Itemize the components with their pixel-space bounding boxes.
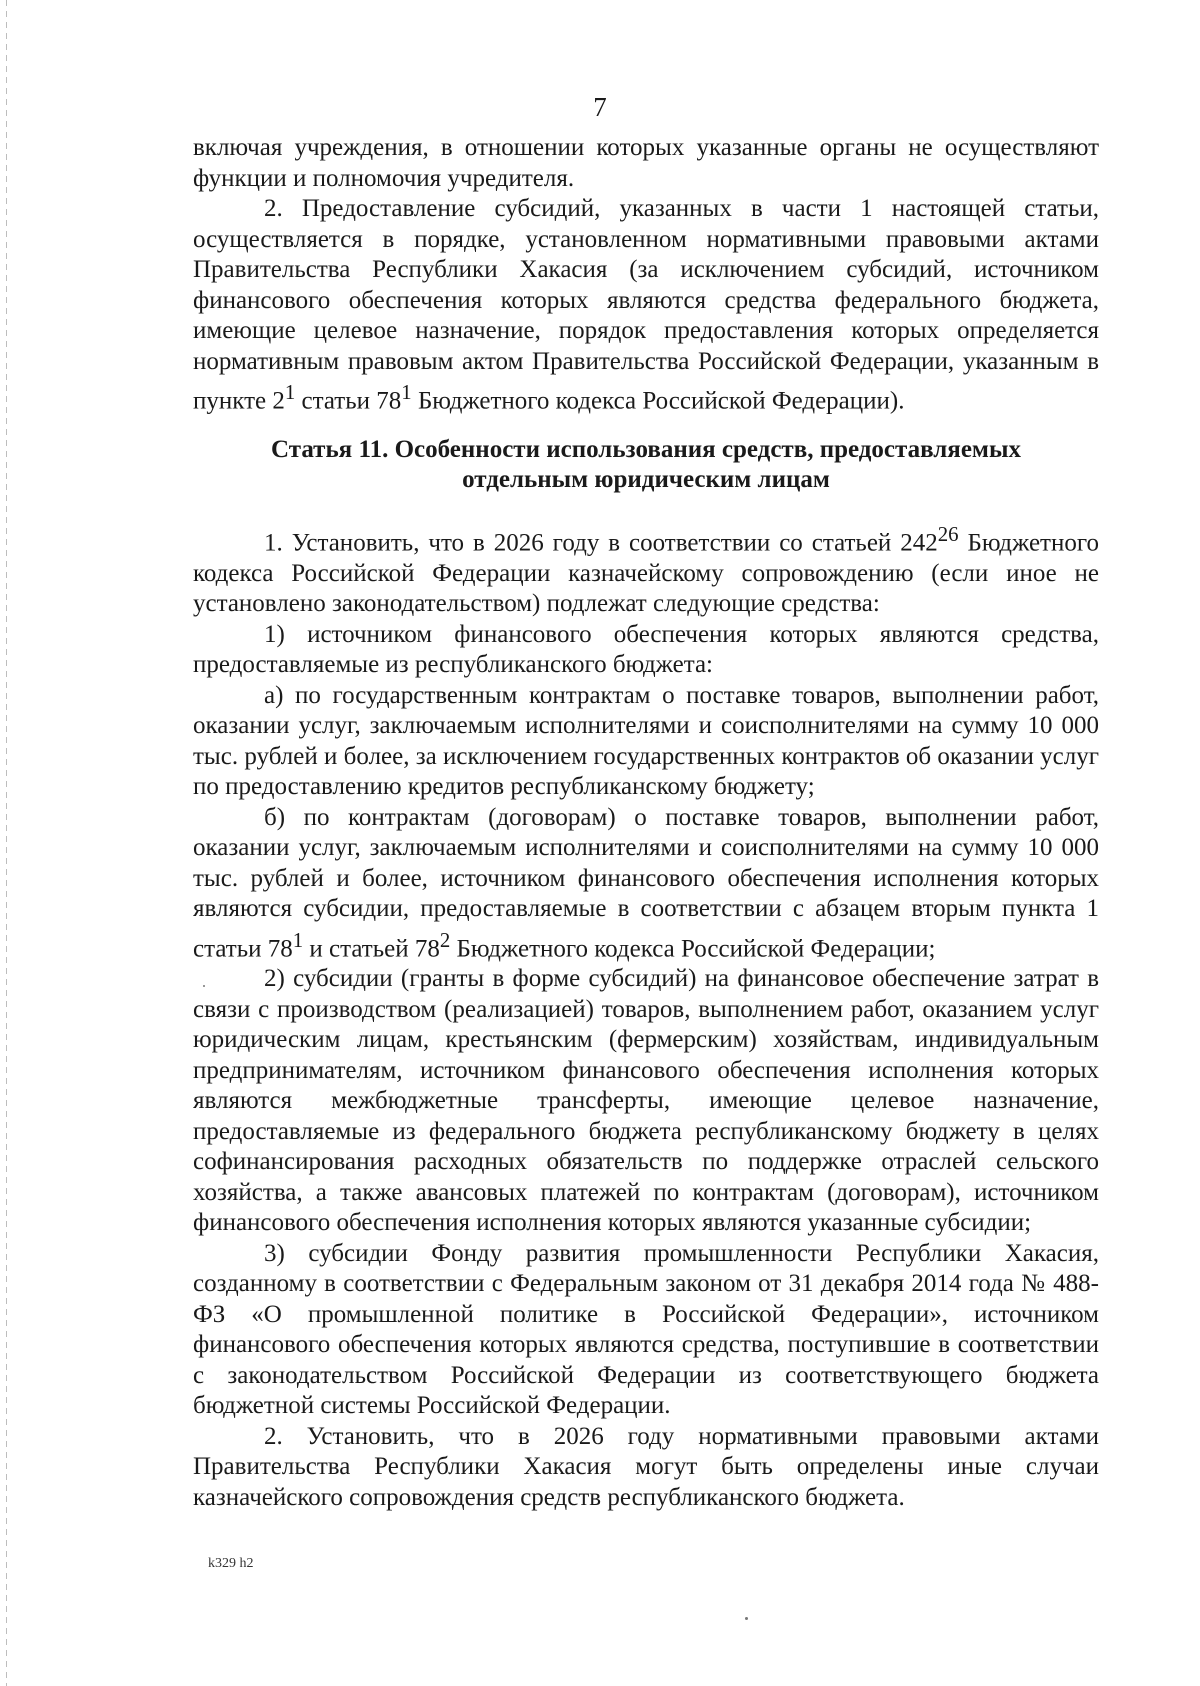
- paragraph-text: Бюджетного кодекса Российской Федерации).: [411, 387, 905, 415]
- subclause-1a: а) по государственным контрактам о поставке товаров, выполнении работ, оказании услуг, заключаемым исполнителями и соисполнителями на сумму 10 000 тыс. рублей и более, за исключением государственных контрактов об оказании услуг по предоставлению кредитов республиканскому бюджету;: [193, 681, 1099, 801]
- paragraph-text: Бюджетного кодекса Российской Федерации;: [450, 934, 936, 962]
- subclause-2: 2) субсидии (гранты в форме субсидий) на финансовое обеспечение затрат в связи с производством (реализацией) товаров, выполнением работ, оказанием услуг юридическим лицам, крестьянским (фермерским) хозяйствам, индивидуальным предпринимателям, источником финансового обеспечения исполнения которых являются межбюджетные трансферты, имеющие целевое назначение, предоставляемые из федерального бюджета республиканскому бюджету в целях софинансирования расходных обязательств по поддержке отраслей сельского хозяйства, а также авансовых платежей по контрактам (договорам), источником финансового обеспечения исполнения которых являются указанные субсидии;: [193, 965, 1099, 1237]
- scan-edge-artifact: [6, 0, 7, 1686]
- paragraph-text: 1. Установить, что в 2026 году в соответствии со статьей 242: [264, 529, 938, 557]
- paragraph-text: 2. Предоставление субсидий, указанных в части 1 настоящей статьи, осуществляется в порядке, установленном нормативными правовыми актами Правительства Республики Хакасия (за исключением субсидий, источником финансового обеспечения которых являются средства федерального бюджета, имеющие целевое назначение, порядок предоставления которых определяется нормативным правовым актом Правительства Российской Федерации, указанным в пункте 2: [193, 195, 1099, 415]
- paragraph-continuation: включая учреждения, в отношении которых указанные органы не осуществляют функции и полномочия учредителя.: [193, 134, 1099, 192]
- article-heading-line-2: отдельным юридическим лицам: [462, 465, 830, 493]
- clause-1: [193, 519, 1099, 620]
- subclause-3: 3) субсидии Фонду развития промышленности Республики Хакасия, созданному в соответствии с Федеральным законом от 31 декабря 2014 года № 488-ФЗ «О промышленной политике в Российской Федерации», источником финансового обеспечения которых являются средства, поступившие в соответствии с законодательством Российской Федерации из соответствующего бюджета бюджетной системы Российской Федерации.: [193, 1239, 1099, 1420]
- article-heading: [193, 435, 1099, 495]
- superscript: 2: [439, 927, 451, 952]
- clause-2: 2. Установить, что в 2026 году нормативными правовыми актами Правительства Республики Хакасия могут быть определены иные случаи казначейского сопровождения средств республиканского бюджета.: [193, 1422, 1099, 1511]
- superscript: 1: [401, 380, 412, 404]
- article-heading-line-1: Статья 11. Особенности использования средств, предоставляемых: [271, 435, 1021, 463]
- subclause-1: 1) источником финансового обеспечения которых являются средства, предоставляемые из республиканского бюджета:: [193, 620, 1099, 679]
- page-number: 7: [593, 92, 607, 122]
- document-body: [193, 133, 1099, 1513]
- document-code: k329 h2: [208, 1556, 254, 1571]
- superscript: 1: [284, 380, 296, 404]
- scan-speck: [745, 1617, 748, 1620]
- paragraph-subsidies-procedure: [193, 194, 1099, 417]
- superscript: 26: [937, 521, 959, 546]
- paragraph-text: статьи 78: [295, 387, 402, 415]
- paragraph-text: Бюджетного кодекса Российской Федерации казначейскому сопровождению (если иное не установлено законодательством) подлежат следующие средства:: [193, 529, 1099, 618]
- superscript: 1: [292, 927, 304, 952]
- paragraph-text: б) по контрактам (договорам) о поставке товаров, выполнении работ, оказании услуг, заключаемым исполнителями и соисполнителями на сумму 10 000 тыс. рублей и более, источником финансового обеспечения исполнения которых являются субсидии, предоставляемые в соответствии с абзацем вторым пункта 1 статьи 78: [193, 803, 1099, 962]
- scan-speck: [203, 985, 205, 987]
- subclause-1b: [193, 803, 1099, 965]
- paragraph-text: и статьей 78: [303, 934, 440, 962]
